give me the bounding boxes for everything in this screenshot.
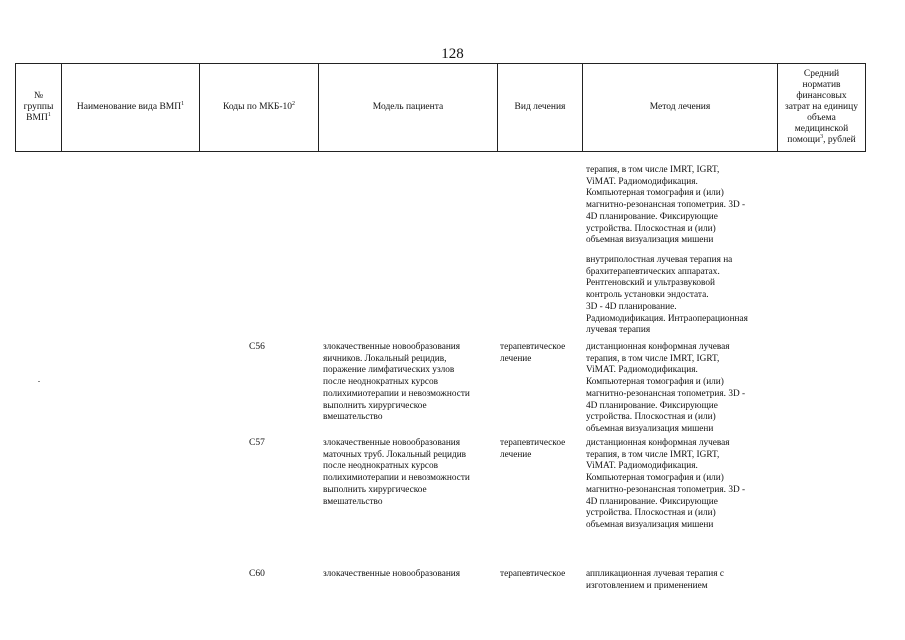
treatment-method-cell: аппликационная лучевая терапия с изготовлением и применением: [586, 569, 724, 591]
treatment-method-cell: терапия, в том числе IMRT, IGRT, ViMAT. Радиомодификация. Компьютерная томография и (или) магнитно-резонансная топометрия. 3D - 4D планирование. Фиксирующие устройства. Плоскостная и (или) объемная визуализация мишени: [586, 165, 746, 246]
patient-model-cell: злокачественные новообразования яичников. Локальный рецидив, поражение лимфатических узлов после неоднократных курсов полихимиотерапии и невозможности выполнить хирургическое вмешательство: [323, 342, 470, 423]
patient-model-cell: злокачественные новообразования маточных труб. Локальный рецидив после неоднократных курсов полихимиотерапии и невозможности выполнить хирургическое вмешательство: [323, 438, 470, 507]
page-number: 128: [441, 46, 464, 62]
header-treatment-type: Вид лечения: [514, 101, 566, 112]
icd-code-cell: C56: [249, 342, 265, 352]
treatment-method-cell: внутриполостная лучевая терапия на брахитерапевтических аппаратах. Рентгеновский и ультразвуковой контроль установки эндостата. 3D - 4D планирование. Радиомодификация. Интраоперационная лучевая терапия: [586, 255, 748, 336]
header-patient-model: Модель пациента: [372, 101, 444, 112]
patient-model-cell: злокачественные новообразования: [323, 569, 461, 579]
header-vmp-type: Наименование вида ВМП$^1$: [76, 100, 185, 112]
icd-code-cell: C57: [249, 438, 265, 448]
treatment-method-cell: дистанционная конформная лучевая терапия, в том числе IMRT, IGRT, ViMAT. Радиомодификация. Компьютерная томография и (или) магнитно-резонансная топометрия. 3D - 4D планирование. Фиксирующие устройства. Плоскостная и (или) объемная визуализация мишени: [586, 438, 746, 530]
icd-code-cell: C60: [249, 569, 265, 579]
treatment-type-cell: терапевтическое лечение: [500, 342, 566, 364]
header-bottom-rule: [15, 151, 866, 152]
header-cost-norm: Средний норматив финансовых затрат на единицу объема медицинской помощи$^3$, рублей: [785, 68, 858, 145]
treatment-method-cell: дистанционная конформная лучевая терапия, в том числе IMRT, IGRT, ViMAT. Радиомодификация. Компьютерная томография и (или) магнитно-резонансная топометрия. 3D - 4D планирование. Фиксирующие устройства. Плоскостная и (или) объемная визуализация мишени: [586, 342, 746, 434]
header-icd-codes: Коды по МКБ-$10^2$: [222, 100, 296, 112]
scan-speck: [38, 381, 40, 382]
header-treatment-method: Метод лечения: [649, 101, 711, 112]
header-group-no: № группы ВМП$^1$: [23, 90, 54, 123]
treatment-type-cell: терапевтическое лечение: [500, 438, 566, 460]
treatment-type-cell: терапевтическое: [500, 569, 566, 579]
header-divider: [865, 63, 866, 151]
